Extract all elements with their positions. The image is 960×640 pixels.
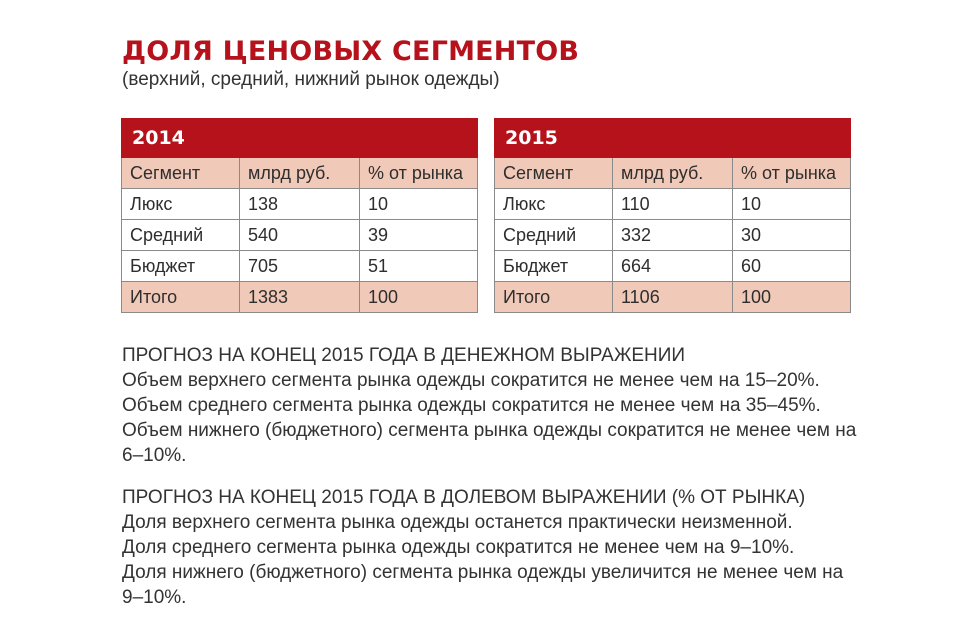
- table-cell: Итого: [495, 282, 613, 313]
- table-cell: 51: [360, 251, 478, 282]
- forecast-line: Объем нижнего (бюджетного) сегмента рынка одежды сократится не менее чем на 6–10%.: [122, 420, 857, 466]
- table-row: [122, 189, 478, 220]
- forecast-heading: ПРОГНОЗ НА КОНЕЦ 2015 ГОДА В ДОЛЕВОМ ВЫРАЖЕНИИ (% ОТ РЫНКА): [122, 487, 806, 508]
- table-2015: [494, 118, 851, 313]
- page-subtitle: (верхний, средний, нижний рынок одежды): [122, 69, 500, 90]
- column-header: Сегмент: [122, 158, 240, 189]
- table-cell: 39: [360, 220, 478, 251]
- forecast-line: Доля верхнего сегмента рынка одежды останется практически неизменной.: [122, 512, 793, 533]
- table-row: [495, 220, 851, 251]
- table-year-header: 2015: [495, 119, 851, 158]
- forecast-money-block: [122, 343, 862, 468]
- column-header: % от рынка: [733, 158, 851, 189]
- table-cell: 10: [733, 189, 851, 220]
- table-cell: 664: [613, 251, 733, 282]
- table-cell: 332: [613, 220, 733, 251]
- column-header: млрд руб.: [240, 158, 360, 189]
- table-cell: 540: [240, 220, 360, 251]
- forecast-line: Доля среднего сегмента рынка одежды сократится не менее чем на 9–10%.: [122, 537, 795, 558]
- table-cell: 1383: [240, 282, 360, 313]
- table-cell: Люкс: [122, 189, 240, 220]
- table-cell: Люкс: [495, 189, 613, 220]
- table-cell: Бюджет: [495, 251, 613, 282]
- table-total-row: [495, 282, 851, 313]
- table-cell: 705: [240, 251, 360, 282]
- page-title: ДОЛЯ ЦЕНОВЫХ СЕГМЕНТОВ: [122, 36, 580, 67]
- table-cell: 100: [360, 282, 478, 313]
- forecast-share-block: [122, 485, 862, 610]
- table-cell: 110: [613, 189, 733, 220]
- column-header: % от рынка: [360, 158, 478, 189]
- table-cell: 138: [240, 189, 360, 220]
- table-cell: Средний: [122, 220, 240, 251]
- table-cell: 30: [733, 220, 851, 251]
- forecast-line: Объем верхнего сегмента рынка одежды сократится не менее чем на 15–20%.: [122, 370, 820, 391]
- table-cell: 10: [360, 189, 478, 220]
- table-header-row: [122, 158, 478, 189]
- table-2014: [121, 118, 478, 313]
- table-total-row: [122, 282, 478, 313]
- table-row: [122, 220, 478, 251]
- column-header: млрд руб.: [613, 158, 733, 189]
- table-cell: Бюджет: [122, 251, 240, 282]
- table-cell: 100: [733, 282, 851, 313]
- table-year-header: 2014: [122, 119, 478, 158]
- table-row: [495, 251, 851, 282]
- table-row: [495, 189, 851, 220]
- forecast-line: Объем среднего сегмента рынка одежды сократится не менее чем на 35–45%.: [122, 395, 821, 416]
- forecast-heading: ПРОГНОЗ НА КОНЕЦ 2015 ГОДА В ДЕНЕЖНОМ ВЫРАЖЕНИИ: [122, 345, 686, 366]
- table-cell: 1106: [613, 282, 733, 313]
- table-cell: Итого: [122, 282, 240, 313]
- table-cell: Средний: [495, 220, 613, 251]
- table-row: [122, 251, 478, 282]
- column-header: Сегмент: [495, 158, 613, 189]
- forecast-line: Доля нижнего (бюджетного) сегмента рынка одежды увеличится не менее чем на 9–10%.: [122, 562, 844, 608]
- table-header-row: [495, 158, 851, 189]
- table-cell: 60: [733, 251, 851, 282]
